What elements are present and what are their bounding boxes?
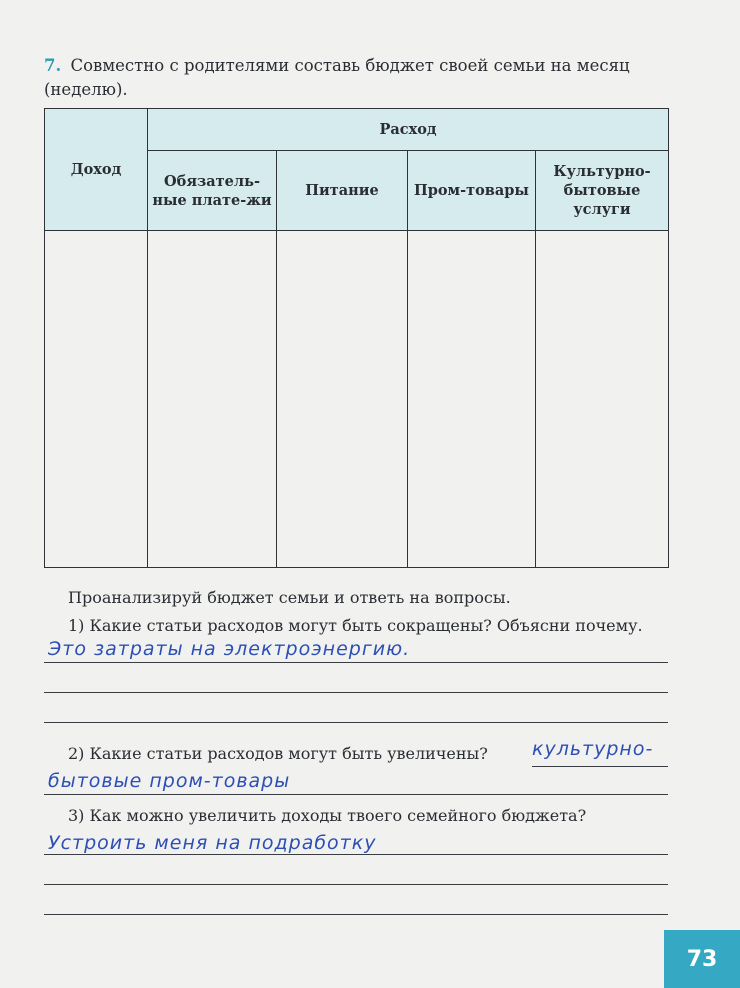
food-cell[interactable] bbox=[277, 231, 408, 568]
expense-col-services: Культурно-бытовые услуги bbox=[536, 151, 669, 231]
income-header: Доход bbox=[45, 109, 148, 231]
answer-line[interactable] bbox=[44, 854, 668, 855]
page-number: 73 bbox=[664, 930, 740, 988]
answer-line[interactable] bbox=[44, 662, 668, 663]
question-1: 1) Какие статьи расходов могут быть сокращены? Объясни почему. bbox=[68, 616, 643, 635]
answer-2-handwriting-part2: бытовые пром-товары bbox=[48, 770, 291, 792]
analysis-title: Проанализируй бюджет семьи и ответь на вопросы. bbox=[68, 588, 511, 607]
answer-line[interactable] bbox=[44, 914, 668, 915]
services-cell[interactable] bbox=[536, 231, 669, 568]
goods-cell[interactable] bbox=[408, 231, 536, 568]
answer-line[interactable] bbox=[44, 692, 668, 693]
answer-3-handwriting: Устроить меня на подработку bbox=[48, 832, 377, 854]
answer-line[interactable] bbox=[44, 794, 668, 795]
task-text: Совместно с родителями составь бюджет своей семьи на месяц (неделю). bbox=[44, 56, 630, 99]
budget-table bbox=[44, 108, 669, 568]
answer-2-handwriting-part1: культурно- bbox=[532, 738, 654, 760]
expense-header: Расход bbox=[148, 109, 669, 151]
answer-line[interactable] bbox=[44, 722, 668, 723]
expense-col-mandatory: Обязатель-ные плате-жи bbox=[148, 151, 277, 231]
income-cell[interactable] bbox=[45, 231, 148, 568]
question-2: 2) Какие статьи расходов могут быть увеличены? bbox=[68, 744, 488, 763]
answer-1-handwriting: Это затраты на электроэнергию. bbox=[48, 638, 411, 660]
question-3: 3) Как можно увеличить доходы твоего семейного бюджета? bbox=[68, 806, 587, 825]
expense-col-food: Питание bbox=[277, 151, 408, 231]
task-number: 7. bbox=[44, 56, 62, 75]
answer-line[interactable] bbox=[44, 884, 668, 885]
mandatory-cell[interactable] bbox=[148, 231, 277, 568]
answer-line[interactable] bbox=[532, 766, 668, 767]
expense-col-goods: Пром-товары bbox=[408, 151, 536, 231]
task-statement bbox=[44, 54, 684, 102]
